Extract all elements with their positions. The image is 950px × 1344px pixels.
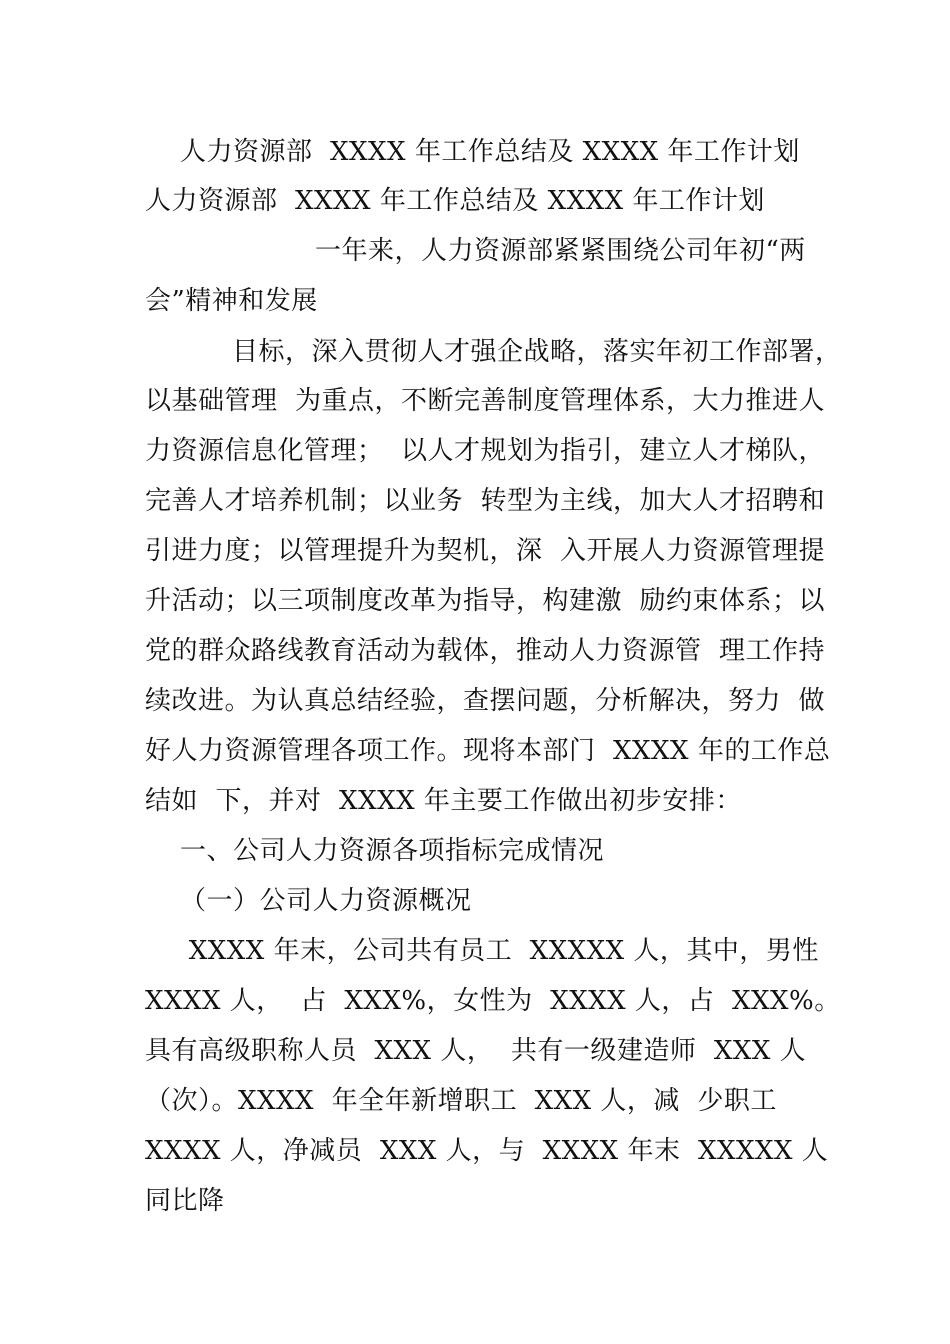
paragraph-line: XXXX 人，净减员 XXX 人，与 XXXX 年末 XXXXX 人 <box>145 1136 829 1166</box>
paragraph-line: 目标，深入贯彻人才强企战略，落实年初工作部署， <box>232 337 842 367</box>
document-subtitle: 人力资源部 XXXX 年工作总结及 XXXX 年工作计划 <box>145 186 765 216</box>
paragraph-line: 力资源信息化管理； 以人才规划为指引，建立人才梯队， <box>145 436 826 466</box>
paragraph-line: 党的群众路线教育活动为载体，推动人力资源管 理工作持 <box>145 636 826 666</box>
paragraph-line: XXXX 人， 占 XXX%，女性为 XXXX 人，占 XXX%。 <box>145 986 841 1016</box>
paragraph-line: 好人力资源管理各项工作。现将本部门 XXXX 年的工作总 <box>145 736 831 766</box>
paragraph-line: 续改进。为认真总结经验，查摆问题，分析解决，努力 做 <box>145 686 826 716</box>
paragraph-line: 会”精神和发展 <box>145 286 318 316</box>
paragraph-line: 完善人才培养机制；以业务 转型为主线，加大人才招聘和 <box>145 486 826 516</box>
paragraph-line: 结如 下，并对 XXXX 年主要工作做出初步安排： <box>145 786 742 816</box>
paragraph-line: 具有高级职称人员 XXX 人， 共有一级建造师 XXX 人 <box>145 1036 807 1066</box>
section-heading: 一、公司人力资源各项指标完成情况 <box>180 836 605 866</box>
paragraph-line: （次）。XXXX 年全年新增职工 XXX 人，减 少职工 <box>145 1086 777 1116</box>
paragraph-line: 升活动；以三项制度改革为指导，构建激 励约束体系；以 <box>145 586 826 616</box>
paragraph-line: 以基础管理 为重点，不断完善制度管理体系，大力推进人 <box>145 386 826 416</box>
paragraph-line: 引进力度；以管理提升为契机，深 入开展人力资源管理提 <box>145 536 826 566</box>
document-title: 人力资源部 XXXX 年工作总结及 XXXX 年工作计划 <box>180 137 800 167</box>
subsection-heading: （一）公司人力资源概况 <box>180 886 472 916</box>
paragraph-line: 一年来，人力资源部紧紧围绕公司年初“两 <box>315 236 806 266</box>
paragraph-line: 同比降 <box>145 1186 225 1216</box>
paragraph-line: XXXX 年末，公司共有员工 XXXXX 人，其中，男性 <box>180 936 819 966</box>
